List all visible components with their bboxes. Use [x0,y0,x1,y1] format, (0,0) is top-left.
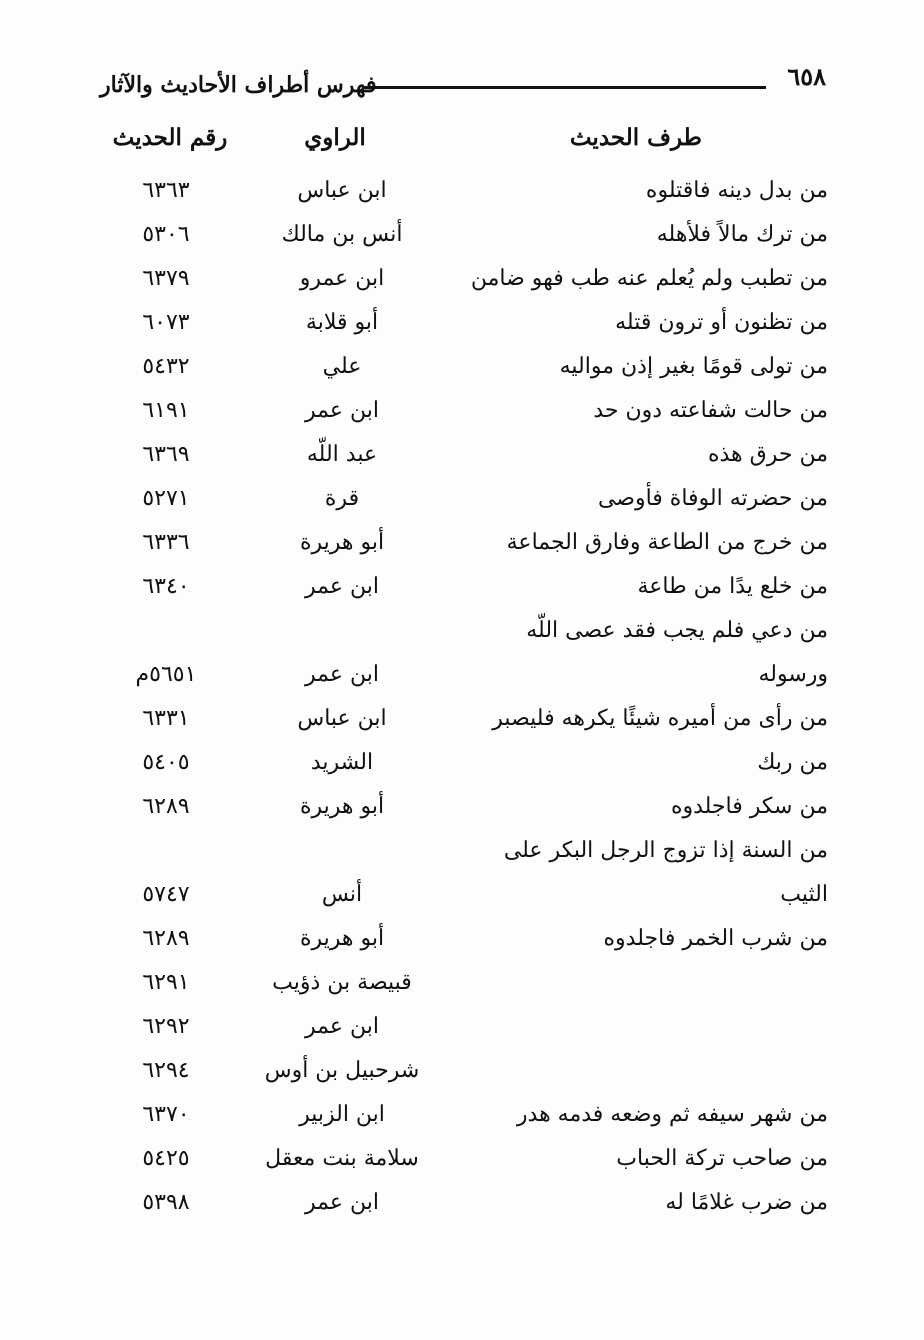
hadith-excerpt: ورسوله [758,662,828,687]
table-row [0,172,924,216]
table-row [0,348,924,392]
hadith-excerpt: من ضرب غلامًا له [665,1190,828,1215]
narrator: ابن عمرو [299,266,385,291]
hadith-excerpt: من تطبب ولم يُعلم عنه طب فهو ضامن [470,266,828,291]
hadith-number: ٦٢٨٩ [142,794,190,819]
hadith-excerpt: من شهر سيفه ثم وضعه فدمه هدر [516,1102,828,1127]
narrator: أبو قلابة [305,310,379,335]
hadith-number: ٦٣٦٣ [142,178,190,203]
narrator: عبد اللّه [306,442,378,467]
narrator: ابن عمر [305,398,379,423]
narrator: ابن عمر [305,574,379,599]
hadith-excerpt: من بدل دينه فاقتلوه [645,178,828,203]
hadith-number: ٦٢٩١ [142,970,190,995]
table-row [0,1008,924,1052]
hadith-number: ٥٦٥١م [135,662,197,687]
hadith-number: ٥٤٠٥ [142,750,190,775]
narrator: شرحبيل بن أوس [264,1058,420,1083]
narrator: أبو هريرة [299,530,385,555]
hadith-number: ٦٢٨٩ [142,926,190,951]
hadith-number: ٦٢٩٢ [142,1014,190,1039]
table-row [0,480,924,524]
hadith-number: ٦٣٤٠ [142,574,190,599]
narrator: ابن عباس [297,706,387,731]
header-rule [364,86,766,89]
table-row [0,1184,924,1228]
hadith-excerpt: الثيب [780,882,828,907]
table-row [0,656,924,700]
table-row [0,1096,924,1140]
narrator: أبو هريرة [299,926,385,951]
narrator: ابن عمر [305,662,379,687]
table-row [0,304,924,348]
table-row [0,876,924,920]
hadith-excerpt: من شرب الخمر فاجلدوه [603,926,828,951]
page-header [100,62,828,106]
hadith-excerpt: من سكر فاجلدوه [670,794,828,819]
narrator: قبيصة بن ذؤيب [272,970,412,995]
hadith-excerpt: من صاحب تركة الحباب [616,1146,828,1171]
hadith-number: ٥٣٠٦ [142,222,190,247]
hadith-number: ٦٠٧٣ [142,310,190,335]
hadith-excerpt: من خرج من الطاعة وفارق الجماعة [506,530,828,555]
column-header-hadith-excerpt: طرف الحديث [569,124,702,151]
hadith-number: ٥٢٧١ [142,486,190,511]
table-row [0,392,924,436]
table-row [0,1140,924,1184]
hadith-number: ٦١٩١ [142,398,190,423]
table-row [0,964,924,1008]
narrator: ابن عمر [305,1014,379,1039]
hadith-excerpt: من رأى من أميره شيئًا يكرهه فليصبر [492,706,828,731]
hadith-excerpt: من ترك مالاً فلأهله [656,222,828,247]
narrator: ابن الزبير [299,1102,385,1127]
narrator: قرة [324,486,360,511]
table-row [0,216,924,260]
hadith-excerpt: من تولى قومًا بغير إذن مواليه [559,354,828,379]
hadith-number: ٦٣٧٠ [142,1102,190,1127]
column-header-narrator: الراوي [304,124,366,151]
table-row [0,524,924,568]
narrator: ابن عباس [297,178,387,203]
page-number: ٦٥٨ [787,62,826,91]
hadith-number: ٦٣٧٩ [142,266,190,291]
hadith-number: ٦٣٣١ [142,706,190,731]
hadith-excerpt: من السنة إذا تزوج الرجل البكر على [503,838,828,863]
hadith-number: ٦٢٩٤ [142,1058,190,1083]
column-header-hadith-number: رقم الحديث [112,124,228,151]
table-row [0,832,924,876]
hadith-excerpt: من ربك [757,750,828,775]
hadith-excerpt: من تظنون أو ترون قتله [615,310,828,335]
hadith-number: ٦٣٣٦ [142,530,190,555]
hadith-excerpt: من خلع يدًا من طاعة [637,574,828,599]
narrator: أبو هريرة [299,794,385,819]
hadith-excerpt: من حضرته الوفاة فأوصى [597,486,828,511]
table-row [0,1052,924,1096]
table-row [0,568,924,612]
table-row [0,700,924,744]
hadith-number: ٥٧٤٧ [142,882,190,907]
hadith-excerpt: من دعي فلم يجب فقد عصى اللّه [526,618,828,643]
table-row [0,260,924,304]
narrator: أنس [321,882,363,907]
table-row [0,744,924,788]
narrator: سلامة بنت معقل [265,1146,419,1171]
narrator: علي [322,354,362,379]
hadith-number: ٥٤٢٥ [142,1146,190,1171]
hadith-excerpt: من حالت شفاعته دون حد [593,398,828,423]
table-row [0,436,924,480]
table-row [0,920,924,964]
table-row [0,612,924,656]
running-title: فهرس أطراف الأحاديث والآثار [100,72,377,98]
hadith-excerpt: من حرق هذه [707,442,828,467]
column-headers [0,124,924,174]
narrator: الشريد [310,750,374,775]
index-table [0,172,924,1228]
narrator: أنس بن مالك [281,222,403,247]
hadith-number: ٥٣٩٨ [142,1190,190,1215]
hadith-number: ٦٣٦٩ [142,442,190,467]
hadith-number: ٥٤٣٢ [142,354,190,379]
narrator: ابن عمر [305,1190,379,1215]
table-row [0,788,924,832]
